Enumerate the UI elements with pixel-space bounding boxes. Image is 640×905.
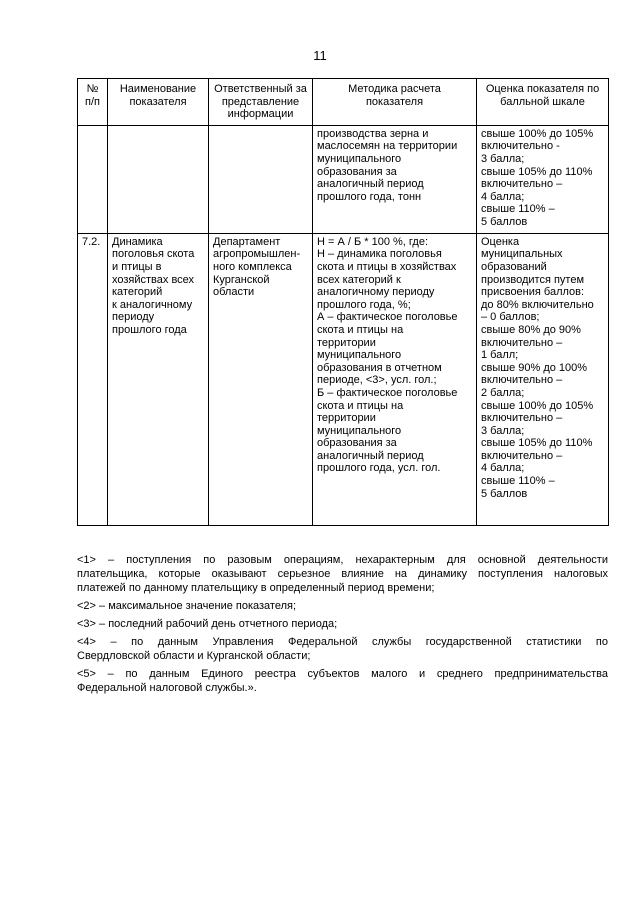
cell-text-line: области: [213, 286, 255, 299]
cell-text-line: и птицы в: [112, 260, 162, 273]
cell-text-line: показателя: [129, 95, 187, 108]
cell-text-line: 3 балла;: [481, 152, 525, 165]
cell-text-line: присвоения баллов:: [481, 286, 585, 299]
cell-text-line: 2 балла;: [481, 386, 525, 399]
cell-text-line: п/п: [85, 95, 100, 108]
cell-text-line: свыше 105% до 110%: [481, 165, 593, 178]
cell-text-line: Оценка: [481, 235, 520, 248]
cell-text-line: образования за: [317, 165, 397, 178]
cell-text-line: включительно –: [481, 449, 563, 462]
cell-text-line: 3 балла;: [481, 424, 525, 437]
cell-text-line: муниципальных: [481, 248, 563, 261]
cell-text-line: Динамика: [112, 235, 163, 248]
cell-text-line: 5 баллов: [481, 487, 528, 500]
cell-text-line: представление: [221, 95, 300, 108]
cell-text-line: свыше 100% до 105%: [481, 127, 594, 140]
footnote-line: плательщика, которые оказывают серьезное влияние на динамику поступления налоговых: [77, 568, 608, 580]
cell-text-line: включительно –: [481, 412, 563, 425]
cell-text-line: образования за: [317, 437, 397, 450]
cell-text-line: 4 балла;: [481, 462, 525, 475]
cell-text-line: свыше 80% до 90%: [481, 323, 581, 336]
cell-text-line: свыше 90% до 100%: [481, 361, 588, 374]
table-row: [78, 233, 609, 525]
header-responsible: [209, 79, 313, 126]
table-header-row: [78, 79, 609, 126]
footnote-line: Свердловской области и Курганской области;: [77, 650, 311, 662]
cell-text-line: Ответственный за: [214, 83, 307, 95]
cell-name: [108, 233, 209, 525]
cell-text-line: №: [86, 83, 99, 95]
cell-text-line: 5 баллов: [481, 215, 528, 228]
cell-text-line: прошлого года: [112, 323, 187, 336]
cell-text-line: балльной шкале: [500, 95, 585, 108]
cell-text-line: аналогичный период: [317, 449, 424, 462]
cell-text-line: аналогичный период: [317, 178, 424, 191]
cell-text-line: включительно –: [481, 374, 563, 387]
cell-text-line: муниципального: [317, 152, 402, 165]
footnote-line: <3> – последний рабочий день отчетного периода;: [77, 618, 338, 630]
cell-text-line: свыше 110% –: [481, 475, 555, 488]
footnote-line: <4> – по данным Управления Федеральной службы государственной статистики по: [77, 636, 608, 648]
cell-text-line: Наименование: [119, 83, 197, 95]
footnote: [77, 635, 608, 663]
cell-text-line: образования в отчетном: [317, 361, 442, 374]
cell-text-line: Н – динамика поголовья: [317, 248, 442, 261]
footnote-line: Федеральной налоговой службы.».: [77, 682, 257, 694]
cell-text-line: показателя: [365, 95, 424, 108]
cell-text-line: скота и птицы в хозяйствах: [317, 260, 457, 273]
cell-text-line: производится путем: [481, 273, 585, 286]
cell-text-line: Методика расчета: [348, 83, 441, 95]
cell-text-line: Курганской: [213, 273, 270, 286]
cell-text-line: включительно -: [481, 140, 560, 153]
footnote: [77, 617, 608, 631]
footnote: [77, 553, 608, 595]
cell-text-line: 4 балла;: [481, 190, 525, 203]
cell-text-line: муниципального: [317, 349, 402, 362]
cell-text-line: муниципального: [317, 424, 402, 437]
cell-text-line: хозяйствах всех: [112, 273, 195, 286]
cell-text-line: маслосемян на территории: [317, 140, 458, 153]
header-number: [78, 79, 108, 126]
cell-text-line: А – фактическое поголовье: [317, 311, 458, 324]
cell-number: [78, 125, 108, 233]
cell-text-line: свыше 105% до 110%: [481, 437, 593, 450]
cell-text-line: агропромышлен-: [213, 248, 301, 261]
cell-text-line: 1 балл;: [481, 349, 519, 362]
cell-text-line: ного комплекса: [213, 260, 292, 273]
cell-text-line: прошлого года, тонн: [317, 190, 422, 203]
cell-text-line: категорий: [112, 286, 163, 299]
cell-text-line: территории: [317, 336, 376, 349]
cell-text-line: периоде, <3>, усл. гол.;: [317, 374, 437, 387]
cell-number: [78, 233, 108, 525]
cell-method: [313, 233, 477, 525]
footnote-line: платежей по данному плательщику в определенный период времени;: [77, 582, 435, 594]
cell-text-line: Н = А / Б * 100 %, где:: [317, 235, 429, 248]
cell-score: [477, 233, 609, 525]
cell-text-line: аналогичному периоду: [317, 286, 435, 299]
cell-text-line: к аналогичному: [112, 298, 193, 311]
cell-text-line: периоду: [112, 311, 155, 324]
footnote: [77, 599, 608, 613]
cell-text-line: Оценка показателя по: [485, 83, 600, 95]
cell-text-line: включительно –: [481, 336, 563, 349]
header-method: [313, 79, 477, 126]
cell-text-line: скота и птицы на: [317, 399, 404, 412]
cell-text-line: Департамент: [213, 235, 281, 248]
footnote-line: <1> – поступления по разовым операциям, нехарактерным для основной деятельности: [77, 554, 608, 566]
cell-text-line: включительно –: [481, 178, 563, 191]
footnotes: [77, 553, 608, 699]
header-name: [108, 79, 209, 126]
cell-text-line: производства зерна и: [317, 127, 429, 140]
cell-text-line: Б – фактическое поголовье: [317, 386, 458, 399]
cell-name: [108, 125, 209, 233]
cell-score: [477, 125, 609, 233]
cell-text-line: территории: [317, 412, 376, 425]
cell-text-line: образований: [481, 260, 547, 273]
table-row: [78, 125, 609, 233]
cell-responsible: [209, 125, 313, 233]
footnote-line: <2> – максимальное значение показателя;: [77, 600, 297, 612]
cell-text-line: свыше 100% до 105%: [481, 399, 594, 412]
cell-text-line: – 0 баллов;: [481, 311, 540, 324]
cell-text-line: прошлого года, %;: [317, 298, 411, 311]
footnote: [77, 667, 608, 695]
cell-text-line: поголовья скота: [112, 248, 195, 261]
cell-text-line: информации: [227, 108, 294, 121]
footnote-line: <5> – по данным Единого реестра субъектов малого и среднего предпринимательства: [77, 668, 608, 680]
indicators-table: [77, 78, 609, 526]
header-score: [477, 79, 609, 126]
cell-text-line: всех категорий к: [317, 273, 401, 286]
cell-text-line: прошлого года, усл. гол.: [317, 462, 441, 475]
cell-text-line: 7.2.: [82, 235, 101, 248]
cell-method: [313, 125, 477, 233]
cell-text-line: свыше 110% –: [481, 203, 555, 216]
page-number: 11: [313, 48, 327, 63]
cell-text-line: до 80% включительно: [481, 298, 594, 311]
cell-responsible: [209, 233, 313, 525]
cell-text-line: скота и птицы на: [317, 323, 404, 336]
